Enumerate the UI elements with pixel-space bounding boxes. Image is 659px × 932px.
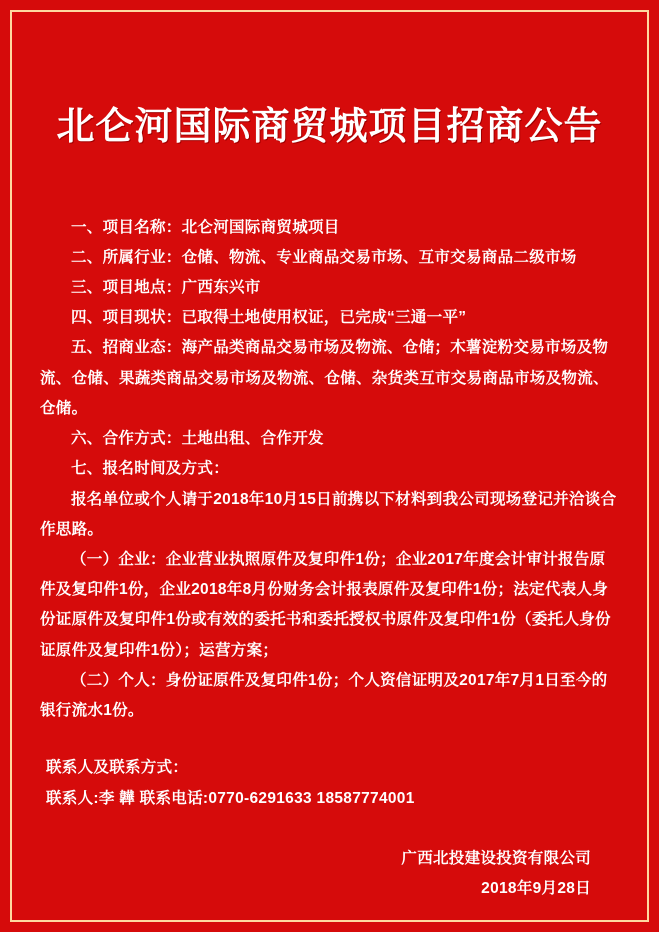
paragraph-location: 三、项目地点：广西东兴市 [71,279,261,297]
contact-heading: 联系人及联系方式： [46,759,189,777]
contact-details: 联系人:李 韡 联系电话:0770-6291633 18587774001 [46,790,415,808]
paragraph-industry: 二、所属行业：仓储、物流、专业商品交易市场、互市交易商品二级市场 [71,248,577,266]
page-title: 北仑河国际商贸城项目招商公告 [56,106,603,148]
paragraph-business-types: 五、招商业态：海产品类商品交易市场及物流、仓储；木薯淀粉交易市场及物流、仓储、果蔬类商品交易市场及物流、仓储、杂货类互市交易商品市场及物流、仓储。 [40,339,609,417]
paragraph-individual-requirements: （二）个人：身份证原件及复印件1份；个人资信证明及2017年7月1日至今的银行流水1份。 [40,671,608,720]
signature-section [40,844,619,903]
paragraph-application-heading: 七、报名时间及方式： [71,460,230,478]
paragraph-enterprise-requirements: （一）企业：企业营业执照原件及复印件1份；企业2017年度会计审计报告原件及复印件1份，企业2018年8月份财务会计报表原件及复印件1份；法定代表人身份证原件及复印件1份或有效的委托书和委托授权书原件及复印件1份（委托人身份证原件及复印件1份）；运营方案； [40,551,611,659]
paragraph-status: 四、项目现状：已取得土地使用权证，已完成“三通一平” [71,309,467,327]
signature-company: 广西北投建设投资有限公司 [401,850,591,868]
contact-section [40,752,619,814]
announcement-body [40,213,619,727]
paragraph-project-name: 一、项目名称：北仑河国际商贸城项目 [71,218,340,236]
signature-date: 2018年9月28日 [481,879,591,897]
paragraph-cooperation: 六、合作方式：土地出租、合作开发 [71,430,324,448]
paragraph-application-deadline: 报名单位或个人请于2018年10月15日前携以下材料到我公司现场登记并洽谈合作思路。 [40,490,617,538]
